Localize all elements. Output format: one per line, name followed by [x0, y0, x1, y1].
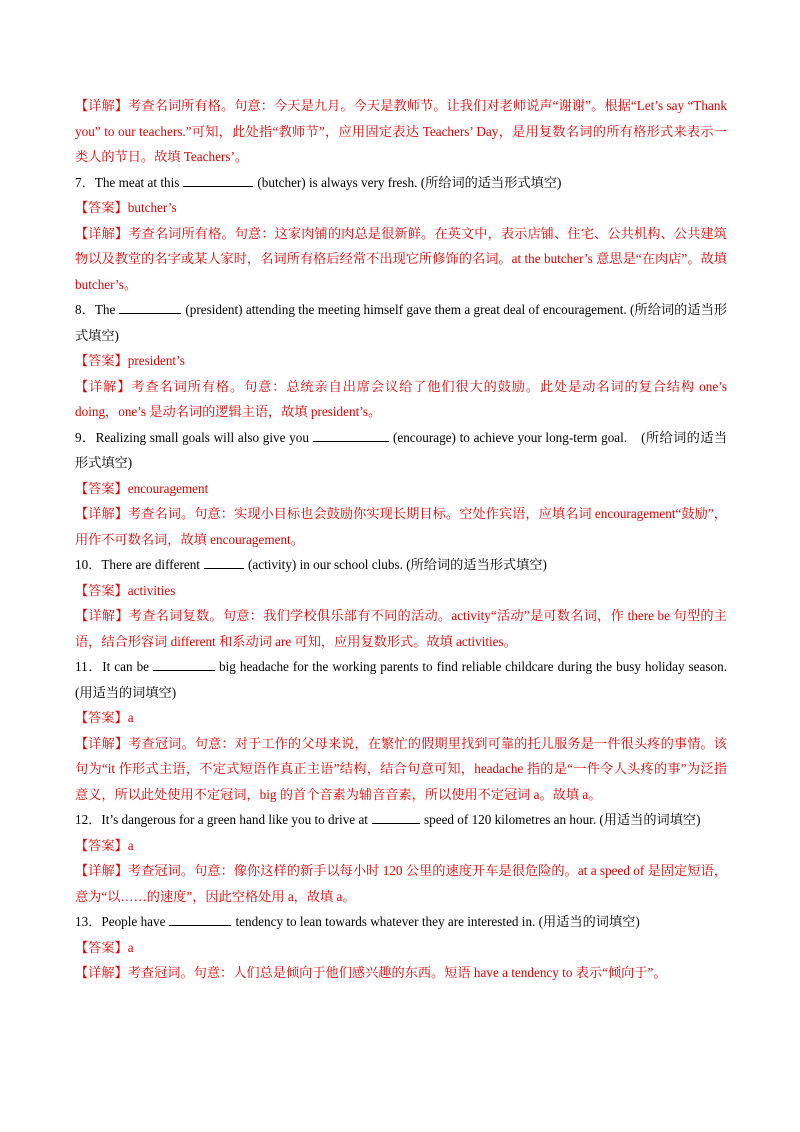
question-text-after: (butcher) is always very fresh. (所给词的适当形式填空) [257, 174, 562, 190]
question-11 [75, 654, 727, 705]
answer-13 [75, 935, 727, 961]
answer-blank [119, 298, 181, 314]
explain-label: 【详解】 [75, 98, 129, 113]
explain-text: 考查名词复数。句意：我们学校俱乐部有不同的活动。activity“活动”是可数名词，作 there be 句型的主语，结合形容词 different 和系动词 are 可知，应用复数形式。故填 activities。 [75, 608, 727, 649]
question-number: 10． [75, 557, 102, 572]
answer-7 [75, 195, 727, 221]
explain-text: 考查名词所有格。句意：今天是九月。今天是教师节。让我们对老师说声“谢谢”。根据“Let’s say “Thank you” to our teachers.”可知，此处指“教师节”，应用固定表达 Teachers’ Day，是用复数名词的所有格形式来表示一类人的节日。故填 Teachers’。 [75, 98, 728, 164]
explain-text: 考查名词。句意：实现小目标也会鼓励你实现长期目标。空处作宾语，应填名词 encouragement“鼓励”，用作不可数名词，故填 encouragement。 [75, 506, 727, 547]
explain-label: 【详解】 [75, 225, 129, 241]
question-text-after: (encourage) to achieve your long-term goal. (所给词的适当形式填空) [75, 429, 728, 470]
answer-9 [75, 476, 727, 502]
answer-text: butcher’s [127, 200, 177, 215]
question-text-before: People have [101, 914, 166, 929]
question-text-after: (activity) in our school clubs. (所给词的适当形式填空) [247, 557, 547, 572]
question-12 [75, 807, 727, 833]
answer-text: a [127, 710, 134, 725]
answer-8 [75, 348, 727, 374]
explain-label: 【详解】 [75, 965, 128, 980]
answer-label: 【答案】 [75, 710, 128, 725]
explain-label: 【详解】 [75, 378, 132, 394]
answer-11 [75, 705, 727, 731]
document-body [75, 93, 727, 986]
answer-text: activities [127, 582, 176, 598]
question-text-before: Realizing small goals will also give you [95, 429, 309, 445]
explain-text: 考查冠词。句意：人们总是倾向于他们感兴趣的东西。短语 have a tendency to 表示“倾向于”。 [127, 965, 667, 980]
answer-blank [204, 553, 244, 569]
answer-label: 【答案】 [75, 353, 128, 368]
answer-text: a [127, 837, 134, 853]
answer-label: 【答案】 [75, 939, 128, 955]
answer-blank [313, 426, 389, 442]
answer-blank [183, 171, 253, 187]
question-number: 13． [75, 914, 102, 929]
answer-label: 【答案】 [75, 200, 128, 215]
explain-label: 【详解】 [75, 863, 128, 878]
explain-text: 考查名词所有格。句意：总统亲自出席会议给了他们很大的鼓励。此处是动名词的复合结构 one’s doing，one’s 是动名词的逻辑主语，故填 president’s。 [75, 378, 727, 419]
question-text-before: The meat at this [94, 174, 180, 190]
explanation-13 [75, 960, 727, 986]
answer-12 [75, 833, 727, 859]
question-text-before: The [94, 302, 116, 317]
explanation-12 [75, 858, 727, 909]
question-text-before: It’s dangerous for a green hand like you to drive at [101, 812, 368, 827]
answer-text: president’s [127, 353, 185, 368]
explanation-10 [75, 603, 727, 654]
question-text-after: tendency to lean towards whatever they are interested in. (用适当的词填空) [235, 914, 640, 929]
explanation-item-6 [75, 93, 727, 170]
explanation-7 [75, 221, 727, 298]
answer-text: a [127, 939, 134, 955]
question-number: 8． [75, 302, 95, 317]
explain-label: 【详解】 [75, 735, 129, 751]
question-13 [75, 909, 727, 935]
answer-label: 【答案】 [75, 837, 128, 853]
explain-text: 考查冠词。句意：对于工作的父母来说，在繁忙的假期里找到可靠的托儿服务是一件很头疼的事情。该句为“it 作形式主语，不定式短语作真正主语”结构，结合句意可知，headache 指的是“一件令人头疼的事”为泛指意义，所以此处使用不定冠词，big 的首个音素为辅音音素，所以使用不定冠词 a。故填 a。 [75, 735, 727, 802]
explain-text: 考查冠词。句意：像你这样的新手以每小时 120 公里的速度开车是很危险的。at a speed of 是固定短语，意为“以……的速度”，因此空格处用 a，故填 a。 [75, 863, 727, 904]
question-number: 12． [75, 812, 102, 827]
question-7 [75, 170, 727, 196]
explanation-9 [75, 501, 727, 552]
question-10 [75, 552, 727, 578]
answer-label: 【答案】 [75, 480, 128, 496]
question-text-after: big headache for the working parents to find reliable childcare during the busy holiday season. (用适当的词填空) [75, 659, 727, 700]
explanation-8 [75, 374, 727, 425]
explain-label: 【详解】 [75, 506, 128, 521]
answer-text: encouragement [127, 480, 209, 496]
answer-label: 【答案】 [75, 582, 128, 598]
question-text-after: (president) attending the meeting himself gave them a great deal of encouragement. (所给词的适当形式填空) [75, 302, 728, 343]
answer-10 [75, 578, 727, 604]
question-number: 9． [75, 429, 96, 445]
explain-text: 考查名词所有格。句意：这家肉铺的肉总是很新鲜。在英文中，表示店铺、住宅、公共机构、公共建筑物以及教堂的名字或某人家时，名词所有格后经常不出现它所修饰的名词。at the butcher’s 意思是“在肉店”。故填 butcher’s。 [75, 225, 727, 292]
question-text-before: There are different [101, 557, 200, 572]
explain-label: 【详解】 [75, 608, 129, 623]
question-text-after: speed of 120 kilometres an hour. (用适当的词填空) [423, 812, 701, 827]
question-number: 11． [75, 659, 103, 674]
answer-blank [169, 910, 231, 926]
question-9 [75, 425, 727, 476]
answer-blank [153, 655, 215, 671]
answer-blank [372, 808, 420, 824]
question-8 [75, 297, 727, 348]
explanation-11 [75, 731, 727, 808]
question-number: 7． [75, 174, 95, 190]
question-text-before: It can be [102, 659, 150, 674]
